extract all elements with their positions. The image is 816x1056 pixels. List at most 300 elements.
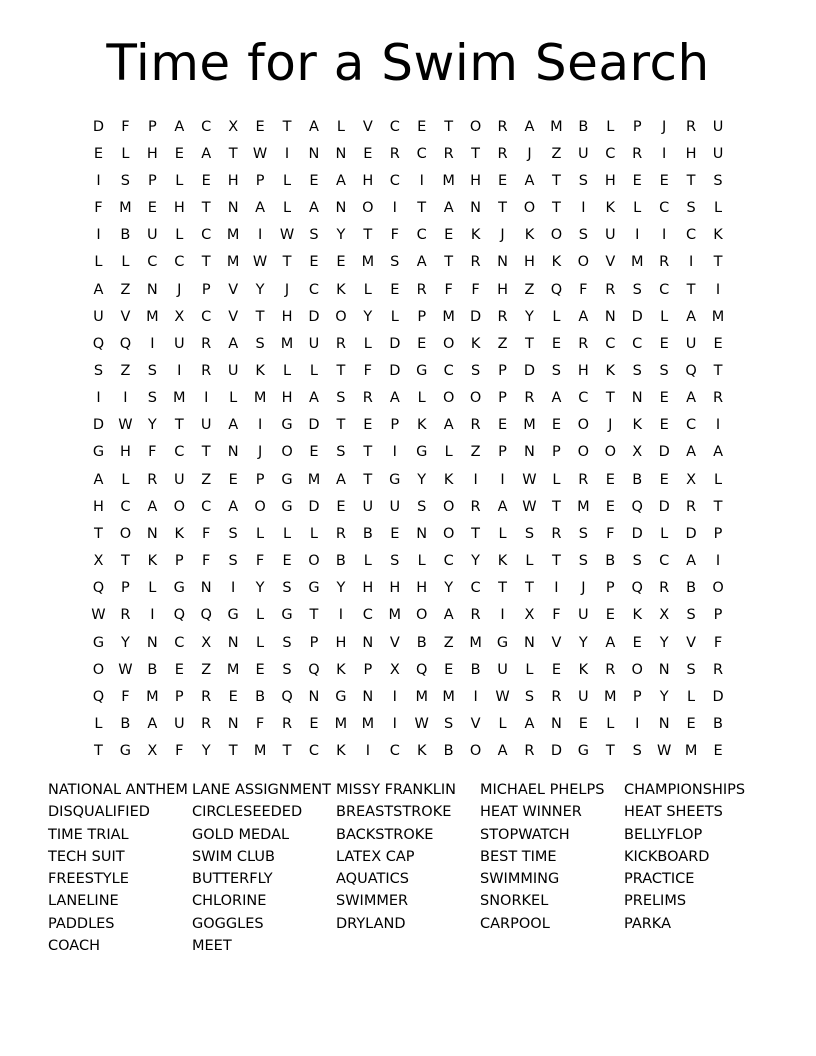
grid-letter: E — [309, 444, 319, 461]
grid-letter: T — [713, 362, 723, 379]
grid-letter: A — [713, 444, 723, 461]
grid-row — [85, 357, 735, 384]
grid-letter: J — [257, 444, 263, 461]
grid-letter: Z — [470, 444, 481, 461]
grid-letter: B — [120, 227, 131, 244]
grid-letter: B — [443, 743, 454, 760]
grid-letter: L — [148, 580, 157, 597]
grid-letter: N — [227, 634, 239, 651]
grid-letter: L — [660, 308, 669, 325]
grid-letter: H — [416, 580, 428, 597]
grid-letter: S — [551, 362, 562, 379]
grid-letter: V — [362, 118, 373, 135]
grid-letter: P — [713, 525, 723, 542]
grid-letter: Y — [659, 688, 669, 705]
grid-letter: T — [94, 525, 103, 542]
word-list-item: BELLYFLOP — [624, 826, 703, 843]
grid-letter: S — [282, 634, 292, 651]
grid-letter: E — [147, 200, 157, 217]
grid-letter: C — [389, 743, 400, 760]
grid-letter: R — [712, 661, 724, 678]
word-list-item: CHAMPIONSHIPS — [624, 782, 746, 798]
word-list-item: BEST TIME — [480, 848, 557, 865]
grid-letter: E — [390, 281, 400, 298]
grid-letter: I — [662, 145, 667, 162]
grid-letter: E — [659, 335, 669, 352]
grid-letter: J — [177, 281, 182, 298]
grid-letter: B — [470, 661, 481, 678]
grid-letter: F — [121, 118, 130, 135]
grid-letter: K — [713, 227, 723, 244]
grid-letter: L — [363, 553, 372, 570]
grid-letter: W — [279, 227, 295, 244]
grid-letter: A — [524, 716, 535, 733]
grid-letter: C — [578, 390, 589, 407]
grid-letter: W — [495, 688, 510, 705]
grid-letter: L — [175, 227, 184, 244]
grid-letter: F — [579, 281, 588, 298]
page-title: Time for a Swim Search — [106, 34, 710, 92]
grid-letter: G — [92, 634, 105, 651]
grid-letter: N — [146, 281, 158, 298]
grid-row — [85, 738, 735, 765]
grid-letter: N — [335, 145, 347, 162]
grid-row — [85, 683, 735, 710]
grid-letter: M — [415, 688, 428, 705]
grid-letter: S — [632, 743, 642, 760]
grid-row — [85, 330, 735, 357]
grid-letter: N — [497, 254, 508, 271]
grid-letter: U — [685, 335, 697, 352]
grid-letter: E — [551, 417, 561, 434]
grid-letter: T — [525, 335, 534, 352]
grid-letter: P — [147, 172, 157, 189]
grid-letter: F — [94, 200, 103, 217]
grid-letter: R — [470, 498, 481, 515]
grid-letter: C — [201, 308, 212, 325]
grid-row — [85, 656, 735, 683]
grid-letter: G — [416, 362, 428, 379]
grid-letter: R — [686, 118, 697, 135]
grid-letter: U — [200, 417, 212, 434]
grid-letter: K — [524, 227, 535, 244]
grid-letter: I — [500, 607, 505, 624]
grid-letter: T — [444, 118, 454, 135]
grid-letter: T — [551, 498, 561, 515]
grid-letter: S — [282, 661, 292, 678]
grid-letter: G — [119, 743, 132, 760]
grid-letter: G — [92, 444, 105, 461]
word-list-item: BUTTERFLY — [192, 871, 273, 888]
grid-letter: V — [470, 716, 481, 733]
grid-letter: E — [578, 716, 588, 733]
grid-letter: E — [363, 417, 373, 434]
grid-letter: M — [253, 390, 267, 407]
grid-letter: O — [362, 200, 374, 217]
grid-letter: A — [174, 118, 185, 135]
grid-letter: N — [550, 716, 562, 733]
grid-letter: T — [201, 444, 211, 461]
grid-letter: E — [605, 498, 615, 515]
grid-letter: T — [309, 607, 319, 624]
grid-letter: D — [92, 417, 105, 434]
grid-row — [85, 385, 735, 412]
grid-letter: E — [201, 172, 211, 189]
word-list-item: COACH — [48, 938, 100, 955]
grid-letter: L — [94, 716, 103, 733]
grid-letter: W — [91, 607, 106, 624]
grid-letter: S — [659, 362, 669, 379]
grid-letter: K — [416, 417, 427, 434]
grid-letter: S — [282, 580, 292, 597]
grid-letter: I — [392, 716, 397, 733]
grid-letter: E — [390, 525, 400, 542]
grid-letter: O — [335, 308, 347, 325]
grid-letter: I — [150, 607, 155, 624]
grid-row — [85, 113, 735, 140]
grid-letter: K — [336, 281, 346, 298]
grid-letter: O — [577, 444, 590, 461]
grid-letter: S — [578, 227, 588, 244]
grid-letter: U — [712, 118, 724, 135]
grid-letter: A — [201, 145, 212, 162]
grid-letter: K — [443, 471, 454, 488]
grid-letter: G — [281, 471, 293, 488]
grid-letter: L — [282, 362, 292, 379]
grid-letter: S — [147, 390, 157, 407]
grid-letter: E — [174, 145, 184, 162]
grid-row — [85, 602, 735, 629]
grid-letter: E — [551, 335, 561, 352]
grid-letter: A — [309, 118, 319, 135]
grid-letter: N — [227, 444, 239, 461]
grid-letter: A — [93, 471, 104, 488]
grid-letter: M — [442, 172, 455, 189]
grid-letter: N — [335, 200, 347, 217]
grid-letter: A — [147, 716, 158, 733]
grid-letter: R — [416, 281, 427, 298]
grid-letter: G — [389, 471, 401, 488]
grid-letter: L — [309, 525, 319, 542]
grid-letter: U — [712, 145, 724, 162]
word-list-item: PADDLES — [48, 915, 115, 932]
grid-letter: T — [282, 254, 292, 271]
grid-letter: O — [712, 580, 724, 597]
grid-letter: B — [147, 661, 158, 678]
grid-letter: O — [577, 417, 590, 434]
word-list-column — [480, 779, 624, 957]
grid-letter: M — [226, 254, 240, 271]
grid-letter: M — [119, 200, 132, 217]
grid-letter: C — [659, 281, 670, 298]
grid-letter: S — [390, 553, 400, 570]
grid-letter: M — [684, 743, 698, 760]
grid-letter: M — [388, 607, 402, 624]
word-list-item: CHLORINE — [192, 893, 267, 910]
grid-letter: T — [228, 743, 238, 760]
grid-letter: T — [363, 227, 373, 244]
grid-letter: D — [92, 118, 105, 135]
grid-letter: O — [442, 335, 455, 352]
grid-letter: Q — [631, 580, 643, 597]
grid-letter: L — [363, 335, 372, 352]
grid-letter: D — [523, 362, 536, 379]
grid-letter: R — [201, 688, 212, 705]
grid-letter: B — [632, 471, 643, 488]
grid-letter: M — [307, 471, 321, 488]
grid-letter: R — [201, 362, 212, 379]
grid-letter: B — [605, 553, 616, 570]
grid-row — [85, 140, 735, 167]
grid-letter: X — [632, 444, 643, 461]
grid-letter: Z — [120, 281, 131, 298]
grid-letter: Q — [281, 688, 293, 705]
grid-letter: L — [121, 471, 130, 488]
grid-letter: R — [389, 145, 400, 162]
word-list-item: TECH SUIT — [48, 848, 125, 865]
grid-letter: C — [632, 335, 643, 352]
grid-letter: L — [687, 688, 696, 705]
grid-letter: Y — [255, 580, 265, 597]
grid-letter: H — [173, 200, 185, 217]
grid-letter: L — [713, 200, 723, 217]
grid-letter: E — [497, 417, 508, 434]
grid-letter: M — [469, 634, 482, 651]
grid-letter: S — [686, 661, 696, 678]
grid-letter: T — [201, 200, 211, 217]
grid-letter: Q — [308, 661, 320, 678]
grid-letter: S — [228, 525, 238, 542]
grid-letter: T — [363, 471, 373, 488]
grid-letter: A — [605, 634, 616, 651]
grid-letter: X — [686, 471, 697, 488]
grid-letter: D — [389, 335, 401, 352]
grid-letter: N — [416, 525, 428, 542]
grid-letter: F — [148, 444, 157, 461]
grid-letter: H — [281, 390, 293, 407]
grid-letter: P — [390, 417, 400, 434]
grid-letter: C — [416, 227, 427, 244]
grid-letter: U — [308, 335, 320, 352]
grid-letter: I — [635, 716, 640, 733]
grid-letter: P — [632, 688, 642, 705]
grid-letter: Y — [417, 471, 427, 488]
grid-letter: S — [336, 390, 346, 407]
grid-letter: R — [659, 580, 670, 597]
grid-letter: I — [365, 743, 370, 760]
grid-letter: N — [146, 525, 158, 542]
grid-letter: C — [174, 254, 185, 271]
grid-letter: E — [632, 172, 642, 189]
grid-letter: G — [308, 580, 320, 597]
grid-letter: T — [713, 498, 723, 515]
grid-letter: R — [470, 417, 481, 434]
grid-letter: L — [336, 118, 345, 135]
grid-letter: R — [551, 688, 562, 705]
word-list-item: DISQUALIFIED — [48, 804, 150, 821]
grid-letter: K — [470, 335, 481, 352]
grid-letter: L — [417, 553, 426, 570]
grid-letter: A — [228, 498, 239, 515]
grid-letter: I — [715, 281, 721, 298]
grid-letter: E — [444, 661, 454, 678]
grid-letter: M — [334, 716, 348, 733]
grid-letter: I — [662, 227, 667, 244]
grid-letter: J — [527, 145, 532, 162]
word-list-item: FREESTYLE — [48, 871, 129, 888]
grid-letter: C — [686, 227, 697, 244]
grid-letter: O — [254, 498, 266, 515]
word-list-item: MICHAEL PHELPS — [480, 782, 605, 798]
grid-letter: N — [308, 145, 320, 162]
grid-letter: A — [147, 498, 158, 515]
grid-letter: O — [442, 498, 455, 515]
grid-letter: E — [659, 471, 669, 488]
grid-letter: L — [121, 145, 130, 162]
grid-row — [85, 575, 735, 602]
grid-letter: C — [605, 335, 616, 352]
grid-letter: Y — [444, 580, 454, 597]
grid-letter: Y — [578, 634, 588, 651]
grid-letter: K — [255, 362, 265, 379]
grid-letter: I — [392, 200, 397, 217]
grid-letter: S — [470, 362, 481, 379]
grid-letter: F — [444, 281, 453, 298]
grid-letter: R — [201, 335, 212, 352]
grid-letter: P — [201, 281, 211, 298]
grid-letter: E — [174, 661, 184, 678]
grid-letter: T — [228, 145, 238, 162]
grid-row — [85, 629, 735, 656]
grid-letter: T — [174, 417, 184, 434]
grid-letter: P — [255, 172, 265, 189]
grid-letter: E — [659, 172, 669, 189]
grid-letter: T — [94, 743, 103, 760]
grid-letter: R — [605, 281, 616, 298]
grid-letter: X — [201, 634, 212, 651]
grid-letter: A — [309, 200, 319, 217]
grid-letter: Q — [631, 498, 643, 515]
grid-letter: B — [120, 716, 131, 733]
grid-letter: N — [146, 634, 158, 651]
grid-letter: P — [255, 471, 265, 488]
grid-letter: R — [147, 471, 158, 488]
grid-letter: Z — [120, 362, 131, 379]
grid-letter: O — [469, 390, 482, 407]
grid-letter: O — [631, 661, 643, 678]
grid-letter: M — [280, 335, 294, 352]
grid-letter: L — [606, 716, 615, 733]
grid-letter: R — [120, 607, 131, 624]
grid-letter: I — [715, 417, 721, 434]
grid-letter: I — [96, 172, 101, 189]
grid-letter: O — [577, 254, 590, 271]
grid-letter: A — [497, 498, 508, 515]
grid-letter: N — [470, 200, 482, 217]
grid-letter: R — [605, 661, 616, 678]
grid-letter: L — [256, 634, 265, 651]
word-list-column — [192, 779, 336, 957]
word-list-column — [48, 779, 192, 957]
grid-letter: T — [255, 308, 265, 325]
grid-letter: Y — [336, 580, 346, 597]
grid-letter: L — [175, 172, 184, 189]
grid-letter: R — [632, 145, 643, 162]
grid-letter: A — [443, 417, 454, 434]
grid-letter: D — [685, 525, 697, 542]
grid-letter: F — [202, 553, 211, 570]
grid-letter: T — [686, 281, 696, 298]
grid-letter: H — [524, 254, 535, 271]
grid-letter: S — [417, 498, 427, 515]
grid-letter: L — [282, 172, 292, 189]
grid-letter: U — [362, 498, 374, 515]
grid-letter: X — [228, 118, 239, 135]
grid-letter: A — [686, 444, 697, 461]
grid-letter: I — [96, 390, 101, 407]
grid-letter: G — [281, 607, 293, 624]
grid-letter: T — [498, 580, 507, 597]
grid-letter: V — [389, 634, 400, 651]
grid-row — [85, 520, 735, 547]
grid-letter: M — [361, 254, 375, 271]
grid-letter: P — [174, 553, 184, 570]
word-list-item: BREASTSTROKE — [336, 804, 452, 821]
grid-letter: T — [471, 145, 481, 162]
grid-letter: C — [147, 254, 158, 271]
grid-letter: I — [688, 254, 694, 271]
grid-letter: G — [281, 498, 293, 515]
grid-row — [85, 276, 735, 303]
grid-letter: U — [173, 335, 185, 352]
grid-letter: T — [471, 525, 481, 542]
grid-letter: S — [686, 200, 696, 217]
grid-letter: A — [551, 390, 562, 407]
word-list-item: LANE ASSIGNMENT — [192, 782, 332, 798]
grid-letter: R — [335, 335, 346, 352]
grid-letter: T — [551, 200, 561, 217]
grid-letter: I — [500, 471, 505, 488]
grid-letter: K — [551, 254, 562, 271]
grid-letter: S — [578, 553, 588, 570]
grid-letter: N — [524, 634, 535, 651]
grid-letter: N — [524, 444, 535, 461]
grid-letter: A — [443, 607, 454, 624]
word-list-item: PRACTICE — [624, 871, 695, 888]
grid-letter: Q — [92, 580, 105, 597]
grid-letter: S — [147, 362, 157, 379]
grid-letter: E — [336, 498, 346, 515]
grid-letter: U — [578, 688, 589, 705]
grid-letter: T — [686, 172, 696, 189]
grid-letter: P — [309, 634, 319, 651]
grid-letter: D — [712, 688, 724, 705]
grid-letter: N — [362, 688, 374, 705]
grid-letter: P — [552, 444, 561, 461]
grid-letter: I — [284, 145, 290, 162]
grid-letter: S — [444, 716, 454, 733]
grid-letter: B — [255, 688, 266, 705]
grid-letter: Z — [524, 281, 535, 298]
grid-letter: E — [605, 607, 615, 624]
grid-row — [85, 194, 735, 221]
grid-letter: L — [417, 390, 426, 407]
grid-letter: M — [442, 308, 455, 325]
grid-letter: I — [473, 688, 478, 705]
grid-letter: E — [228, 688, 238, 705]
grid-letter: Y — [336, 227, 346, 244]
grid-letter: H — [119, 444, 131, 461]
